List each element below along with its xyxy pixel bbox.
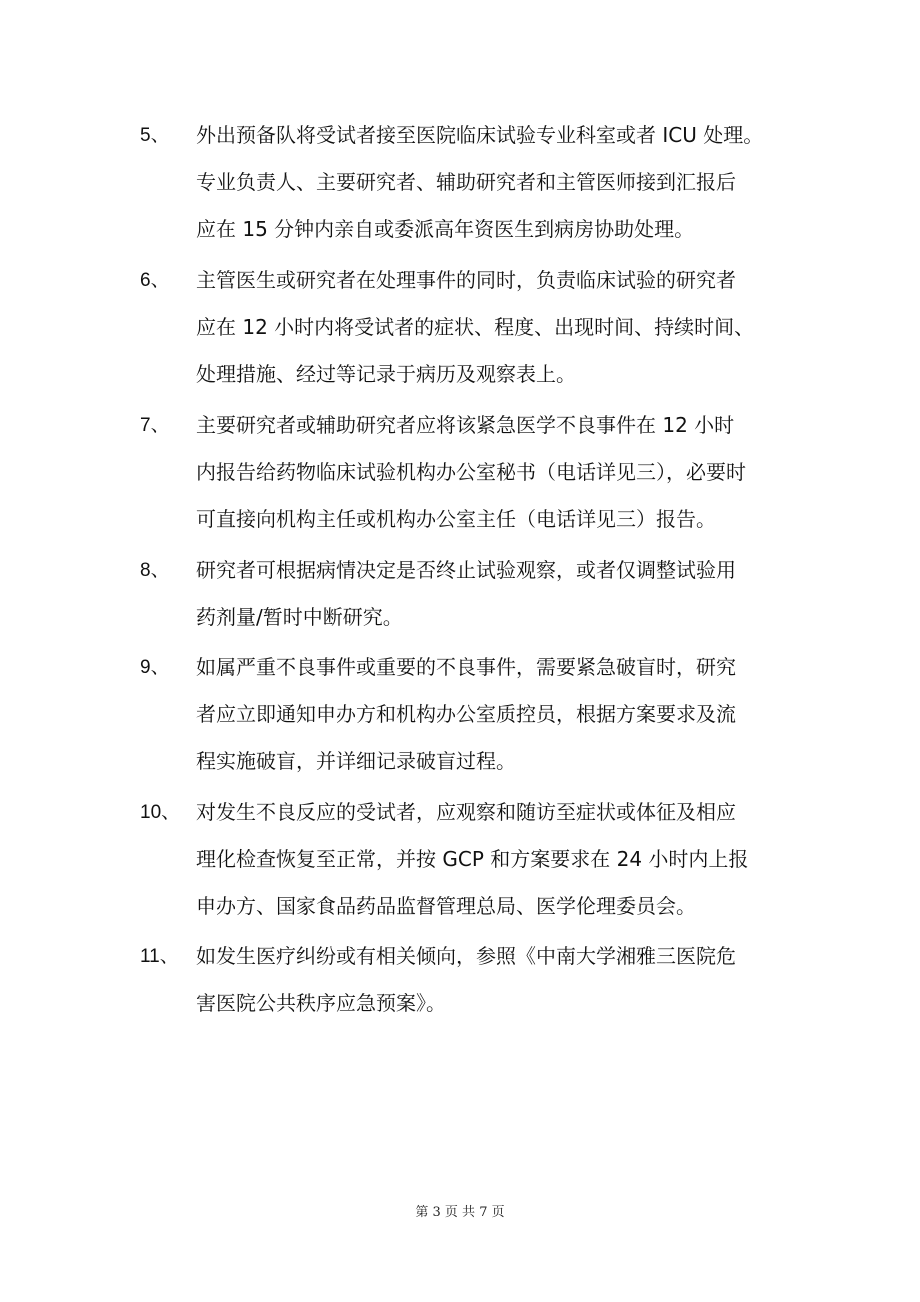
text-line: 程实施破盲，并详细记录破盲过程。 bbox=[196, 749, 516, 773]
item-number: 7、 bbox=[140, 415, 170, 436]
text-line: 申办方、国家食品药品监督管理总局、医学伦理委员会。 bbox=[196, 894, 696, 918]
item-number: 5、 bbox=[140, 125, 170, 146]
text-line: 主管医生或研究者在处理事件的同时，负责临床试验的研究者 bbox=[196, 268, 736, 292]
item-number: 8、 bbox=[140, 560, 170, 581]
item-number: 9、 bbox=[140, 657, 170, 678]
item-number: 11、 bbox=[140, 946, 179, 967]
text-line: 内报告给药物临床试验机构办公室秘书（电话详见三），必要时 bbox=[196, 460, 746, 484]
text-line: 对发生不良反应的受试者，应观察和随访至症状或体征及相应 bbox=[196, 800, 736, 824]
text-line: 者应立即通知申办方和机构办公室质控员，根据方案要求及流 bbox=[196, 702, 736, 726]
text-line: 应在 12 小时内将受试者的症状、程度、出现时间、持续时间、 bbox=[196, 315, 755, 339]
item-number: 6、 bbox=[140, 270, 170, 291]
text-line: 主要研究者或辅助研究者应将该紧急医学不良事件在 12 小时 bbox=[196, 413, 735, 437]
item-text bbox=[196, 644, 800, 785]
text-line: 处理措施、经过等记录于病历及观察表上。 bbox=[196, 362, 576, 386]
item-text bbox=[196, 547, 800, 641]
item-text bbox=[196, 257, 800, 398]
item-text bbox=[196, 933, 800, 1027]
text-line: 专业负责人、主要研究者、辅助研究者和主管医师接到汇报后 bbox=[196, 170, 736, 194]
text-line: 害医院公共秩序应急预案》。 bbox=[196, 991, 446, 1015]
text-line: 可直接向机构主任或机构办公室主任（电话详见三）报告。 bbox=[196, 507, 716, 531]
text-line: 药剂量/暂时中断研究。 bbox=[196, 605, 403, 629]
text-line: 理化检查恢复至正常，并按 GCP 和方案要求在 24 小时内上报 bbox=[196, 847, 749, 871]
item-number: 10、 bbox=[140, 802, 181, 823]
item-text bbox=[196, 112, 800, 253]
text-line: 如发生医疗纠纷或有相关倾向，参照《中南大学湘雅三医院危 bbox=[196, 944, 736, 968]
item-text bbox=[196, 402, 800, 543]
page-footer: 第 3 页 共 7 页 bbox=[415, 1205, 505, 1220]
text-line: 研究者可根据病情决定是否终止试验观察，或者仅调整试验用 bbox=[196, 558, 736, 582]
text-line: 外出预备队将受试者接至医院临床试验专业科室或者 ICU 处理。 bbox=[196, 123, 764, 147]
item-text bbox=[196, 789, 800, 930]
text-line: 如属严重不良事件或重要的不良事件，需要紧急破盲时，研究 bbox=[196, 655, 736, 679]
text-line: 应在 15 分钟内亲自或委派高年资医生到病房协助处理。 bbox=[196, 217, 695, 241]
